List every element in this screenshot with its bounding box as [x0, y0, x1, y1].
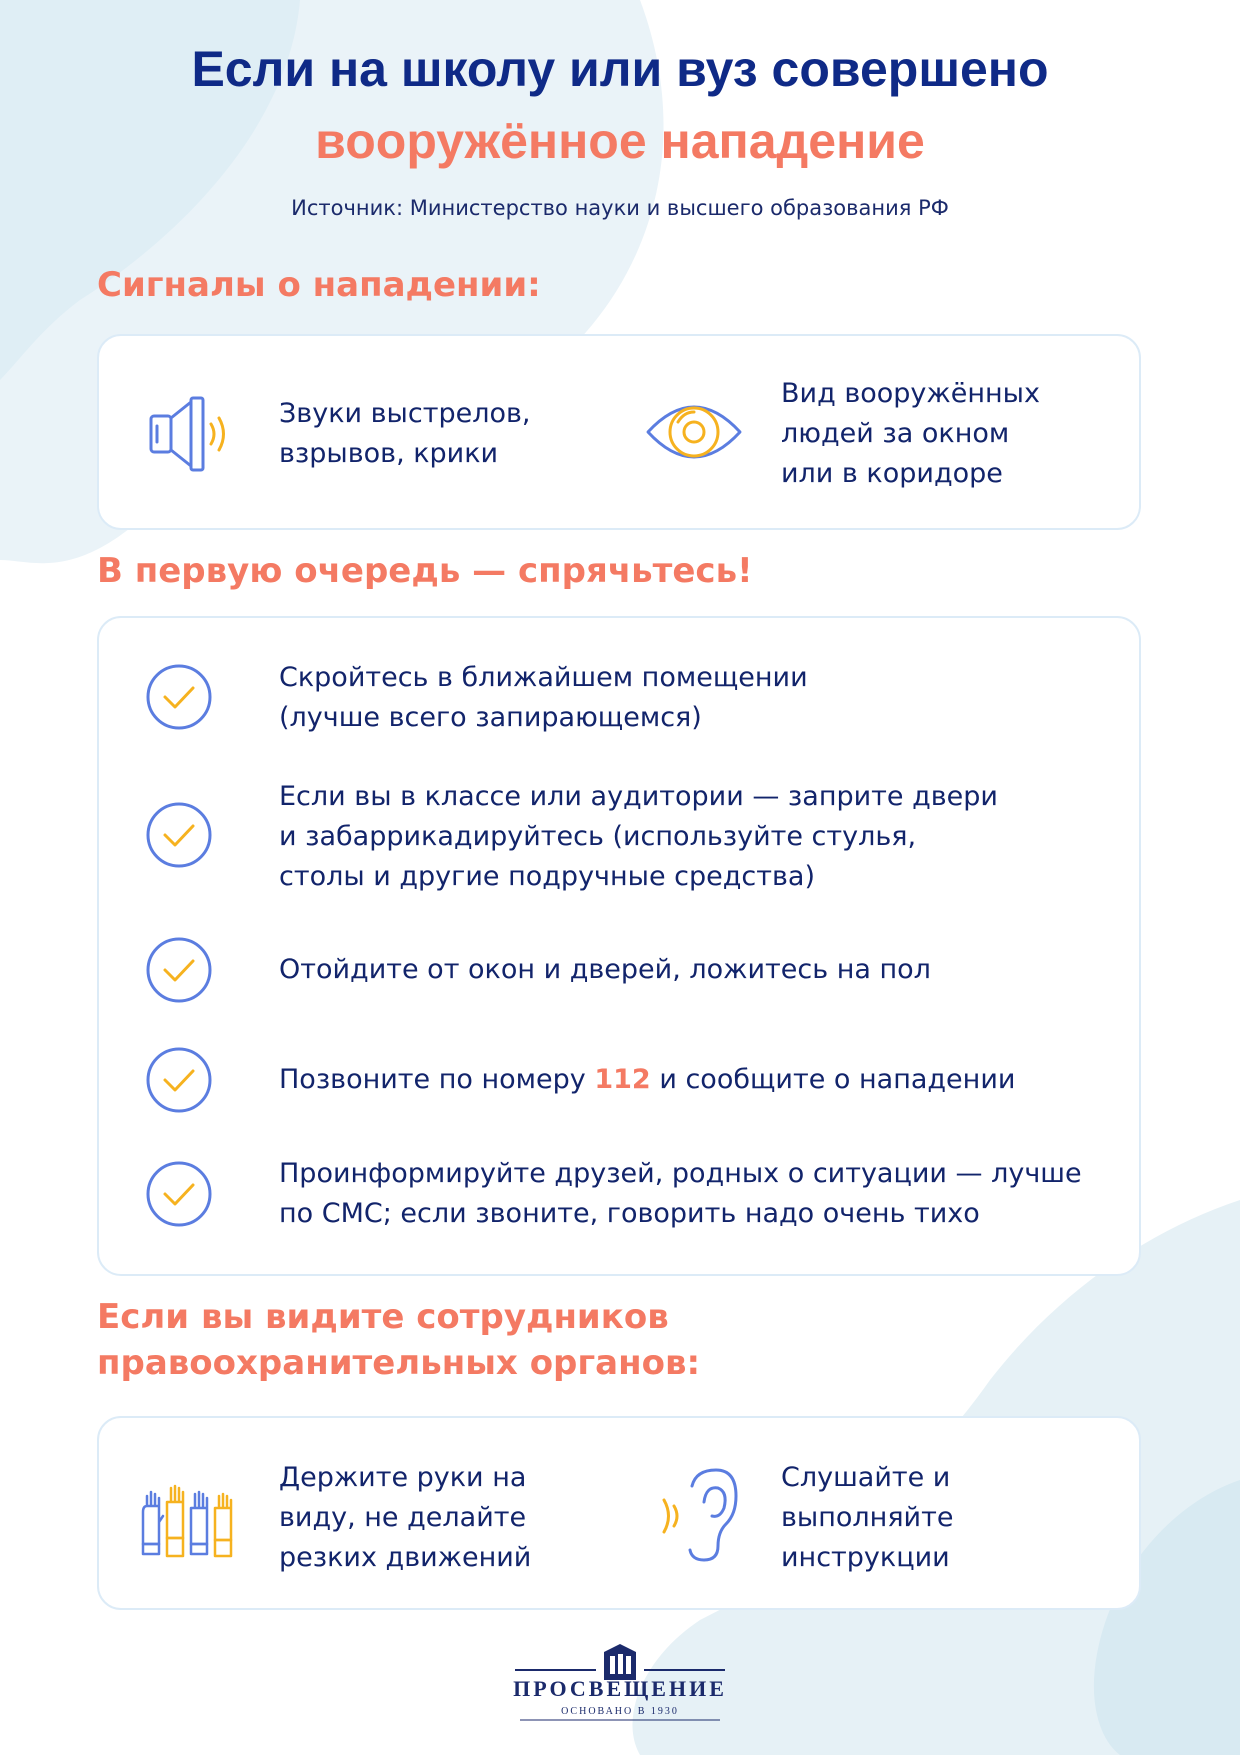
- signals-heading: Сигналы о нападении:: [97, 265, 541, 305]
- emergency-number: 112: [594, 1064, 651, 1095]
- signal-text-armed-people: Вид вооружённых людей за окном или в коридоре: [781, 378, 1040, 489]
- page-title: Если на школу или вуз совершено: [191, 41, 1049, 97]
- police-card: [97, 1416, 1141, 1610]
- raised-hands-icon: [139, 1482, 239, 1562]
- hide-item-4: [279, 1060, 1039, 1100]
- signal-text-sounds: Звуки выстрелов, взрывов, крики: [279, 398, 531, 469]
- eye-icon: [644, 392, 744, 472]
- check-circle-icon: [145, 801, 213, 869]
- hide-item-5: Проинформируйте друзей, родных о ситуации — лучше по СМС; если звоните, говорить надо очень тихо: [279, 1158, 1082, 1229]
- hide-item-1: Скройтесь в ближайшем помещении (лучше всего запирающемся): [279, 662, 808, 733]
- check-circle-icon: [145, 936, 213, 1004]
- police-heading-line1: Если вы видите сотрудников: [97, 1297, 669, 1337]
- ear-icon: [654, 1466, 754, 1566]
- check-circle-icon: [145, 1046, 213, 1114]
- hide-item-3: Отойдите от окон и дверей, ложитесь на пол: [279, 954, 931, 985]
- brand-tagline: ОСНОВАНО В 1930: [561, 1706, 679, 1717]
- police-heading-line2: правоохранительных органов:: [97, 1343, 701, 1383]
- check-circle-icon: [145, 663, 213, 731]
- speaker-icon: [139, 386, 239, 486]
- hide-item-4-before: Позвоните по номеру: [279, 1064, 586, 1095]
- check-circle-icon: [145, 1160, 213, 1228]
- brand-name: ПРОСВЕЩЕНИЕ: [513, 1676, 727, 1701]
- page-title-highlight: вооружённое нападение: [315, 113, 925, 169]
- hide-item-4-after: и сообщите о нападении: [659, 1064, 1016, 1095]
- source-note: Источник: Министерство науки и высшего образования РФ: [291, 196, 949, 220]
- police-text-hands: Держите руки на виду, не делайте резких движений: [279, 1462, 532, 1573]
- signals-card: [97, 334, 1141, 530]
- hide-item-2: Если вы в классе или аудитории — заприте двери и забаррикадируйтесь (используйте стулья, столы и другие подручные средства): [279, 781, 998, 892]
- police-text-listen: Слушайте и выполняйте инструкции: [781, 1462, 954, 1573]
- hide-heading: В первую очередь — спрячьтесь!: [97, 551, 753, 591]
